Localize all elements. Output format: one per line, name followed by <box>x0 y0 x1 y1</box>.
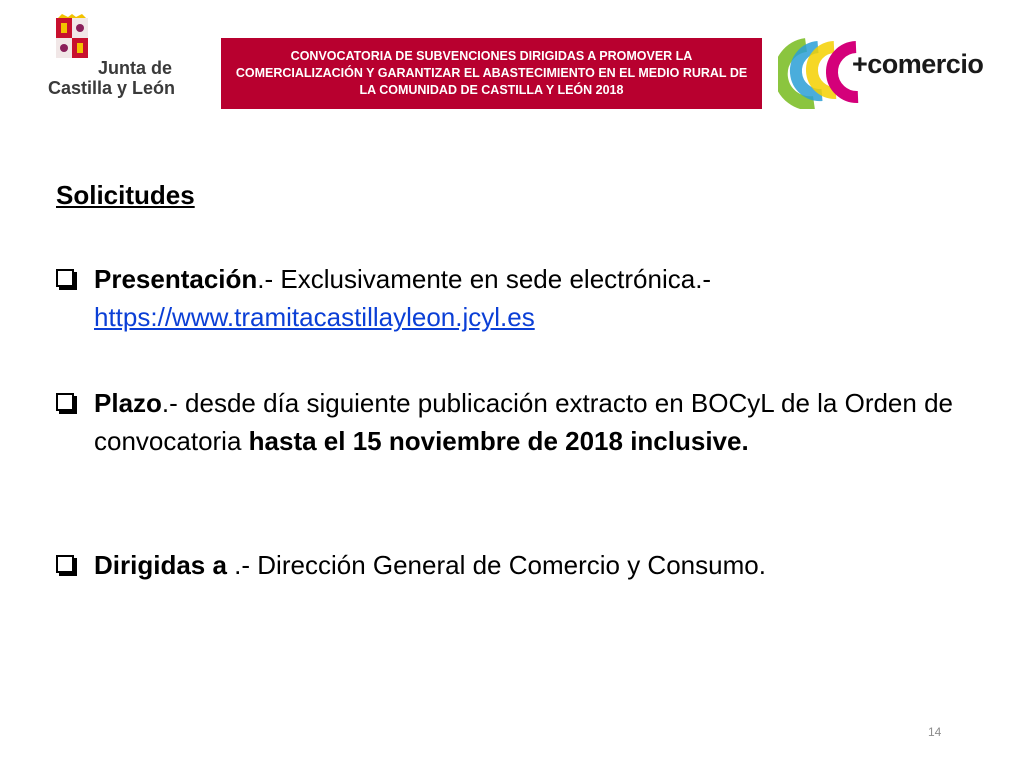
bullet-text: Dirección General de Comercio y Consumo. <box>257 550 766 580</box>
bullet-separator: .- <box>257 264 281 294</box>
bullet-label: Dirigidas a <box>94 550 227 580</box>
bullet-separator: .- <box>226 550 258 580</box>
coat-of-arms-icon <box>54 14 90 62</box>
banner-title: CONVOCATORIA DE SUBVENCIONES DIRIGIDAS A PROMOVER LA COMERCIALIZACIÓN Y GARANTIZAR EL ABASTECIMIENTO EN EL MEDIO RURAL DE LA COMUNIDAD DE CASTILLA Y LEÓN 2018 <box>235 49 748 97</box>
bullet-bold-text: hasta el 15 noviembre de 2018 inclusive. <box>248 426 749 456</box>
checkbox-square-icon <box>56 269 74 287</box>
logo-text-line1: Junta de <box>98 58 173 78</box>
logo-text-line2: Castilla y León <box>48 78 176 98</box>
bullet-label: Presentación <box>94 264 258 294</box>
bullet-label: Plazo <box>94 388 162 418</box>
junta-castilla-leon-logo <box>44 14 194 106</box>
page-number: 14 <box>928 725 942 739</box>
checkbox-square-icon <box>56 555 74 573</box>
checkbox-square-icon <box>56 393 74 411</box>
mas-comercio-logo <box>778 37 988 109</box>
bullet-text: Exclusivamente en sede electrónica.- <box>280 264 712 294</box>
bullet-separator: .- <box>161 388 186 418</box>
bullet-text: desde día siguiente publicación extracto en BOCyL de la Orden de convocatoria <box>94 388 953 456</box>
convocatoria-banner <box>221 38 762 109</box>
comercio-logo-text: +comercio <box>852 49 984 79</box>
tramita-link[interactable]: https://www.tramitacastillayleon.jcyl.es <box>94 302 535 332</box>
section-heading: Solicitudes <box>56 180 195 210</box>
